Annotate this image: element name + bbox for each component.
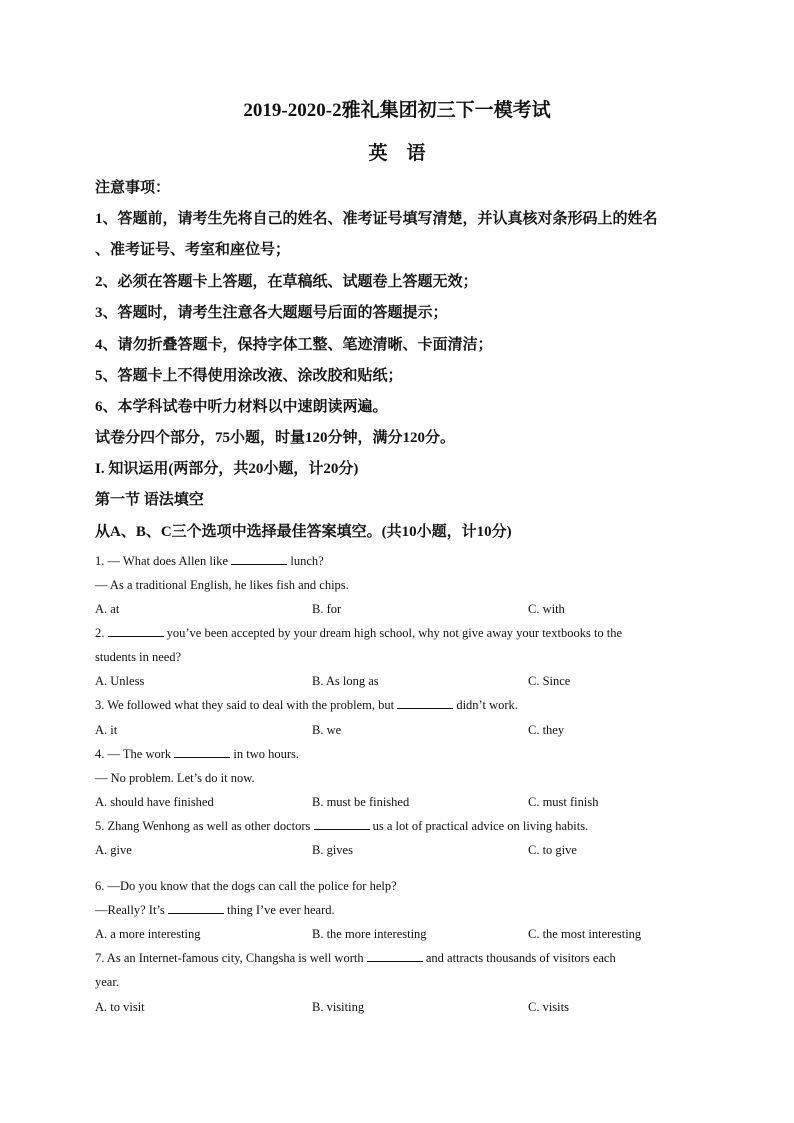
question-6-reply: —Really? It’s thing I’ve ever heard.	[95, 903, 335, 917]
answer-blank	[174, 745, 230, 758]
answer-blank	[168, 901, 224, 914]
question-2-option-a: A. Unless	[95, 674, 145, 688]
question-1-option-c: C. with	[528, 602, 565, 616]
question-6-option-a: A. a more interesting	[95, 927, 201, 941]
section1-title: 第一节 语法填空	[95, 492, 204, 508]
question-5-stem: 5. Zhang Wenhong as well as other doctors us a lot of practical advice on living habits.	[95, 819, 589, 833]
question-2-stem-cont: students in need?	[95, 650, 182, 664]
part1-title: I. 知识运用(两部分，共20小题，计20分)	[95, 461, 359, 477]
notice-heading: 注意事项：	[95, 180, 171, 196]
question-3-option-c: C. they	[528, 723, 565, 737]
question-2-stem: 2. you’ve been accepted by your dream high school, why not give away your textbooks to the	[95, 626, 623, 640]
question-6-stem: 6. —Do you know that the dogs can call the police for help?	[95, 879, 397, 893]
answer-blank	[314, 817, 370, 830]
notice-item-4: 4、请勿折叠答题卡，保持字体工整、笔迹清晰、卡面清洁；	[95, 337, 493, 353]
notice-item-6: 6、本学科试卷中听力材料以中速朗读两遍。	[95, 399, 388, 415]
question-4-option-a: A. should have finished	[95, 795, 214, 809]
question-7-option-a: A. to visit	[95, 1000, 145, 1014]
subject-title: 英 语	[368, 143, 426, 164]
notice-item-1b: 、准考证号、考室和座位号；	[95, 242, 291, 258]
exam-summary: 试卷分四个部分，75小题，时量120分钟，满分120分。	[95, 430, 456, 446]
question-3-option-a: A. it	[95, 723, 118, 737]
question-5-option-b: B. gives	[312, 843, 353, 857]
question-4-stem: 4. — The work in two hours.	[95, 747, 300, 761]
notice-item-1a: 1、答题前，请考生先将自己的姓名、准考证号填写清楚，并认真核对条形码上的姓名	[95, 211, 658, 227]
question-1-option-a: A. at	[95, 602, 120, 616]
question-1-reply: — As a traditional English, he likes fish and chips.	[95, 578, 349, 592]
question-7-option-c: C. visits	[528, 1000, 569, 1014]
notice-item-3: 3、答题时，请考生注意各大题题号后面的答题提示；	[95, 305, 448, 321]
question-1-option-b: B. for	[312, 602, 342, 616]
question-6-option-b: B. the more interesting	[312, 927, 427, 941]
answer-blank	[397, 696, 453, 709]
answer-blank	[108, 624, 164, 637]
question-6-option-c: C. the most interesting	[528, 927, 642, 941]
notice-item-2: 2、必须在答题卡上答题，在草稿纸、试题卷上答题无效；	[95, 274, 478, 290]
question-4-reply: — No problem. Let’s do it now.	[95, 771, 255, 785]
question-7-stem: 7. As an Internet-famous city, Changsha is well worth and attracts thousands of visitors each	[95, 951, 616, 965]
answer-blank	[231, 552, 287, 565]
question-5-option-c: C. to give	[528, 843, 577, 857]
answer-blank	[367, 949, 423, 962]
question-3-option-b: B. we	[312, 723, 342, 737]
question-4-option-c: C. must finish	[528, 795, 599, 809]
notice-item-5: 5、答题卡上不得使用涂改液、涂改胶和贴纸；	[95, 368, 403, 384]
question-7-option-b: B. visiting	[312, 1000, 365, 1014]
section1-instruction: 从A、B、C三个选项中选择最佳答案填空。(共10小题，计10分)	[95, 524, 512, 540]
question-2-option-b: B. As long as	[312, 674, 379, 688]
question-7-stem-cont: year.	[95, 975, 119, 989]
question-2-option-c: C. Since	[528, 674, 571, 688]
question-3-stem: 3. We followed what they said to deal with the problem, but didn’t work.	[95, 698, 518, 712]
exam-title: 2019-2020-2雅礼集团初三下一模考试	[243, 100, 551, 121]
question-5-option-a: A. give	[95, 843, 132, 857]
question-1-stem: 1. — What does Allen like lunch?	[95, 554, 324, 568]
question-4-option-b: B. must be finished	[312, 795, 410, 809]
